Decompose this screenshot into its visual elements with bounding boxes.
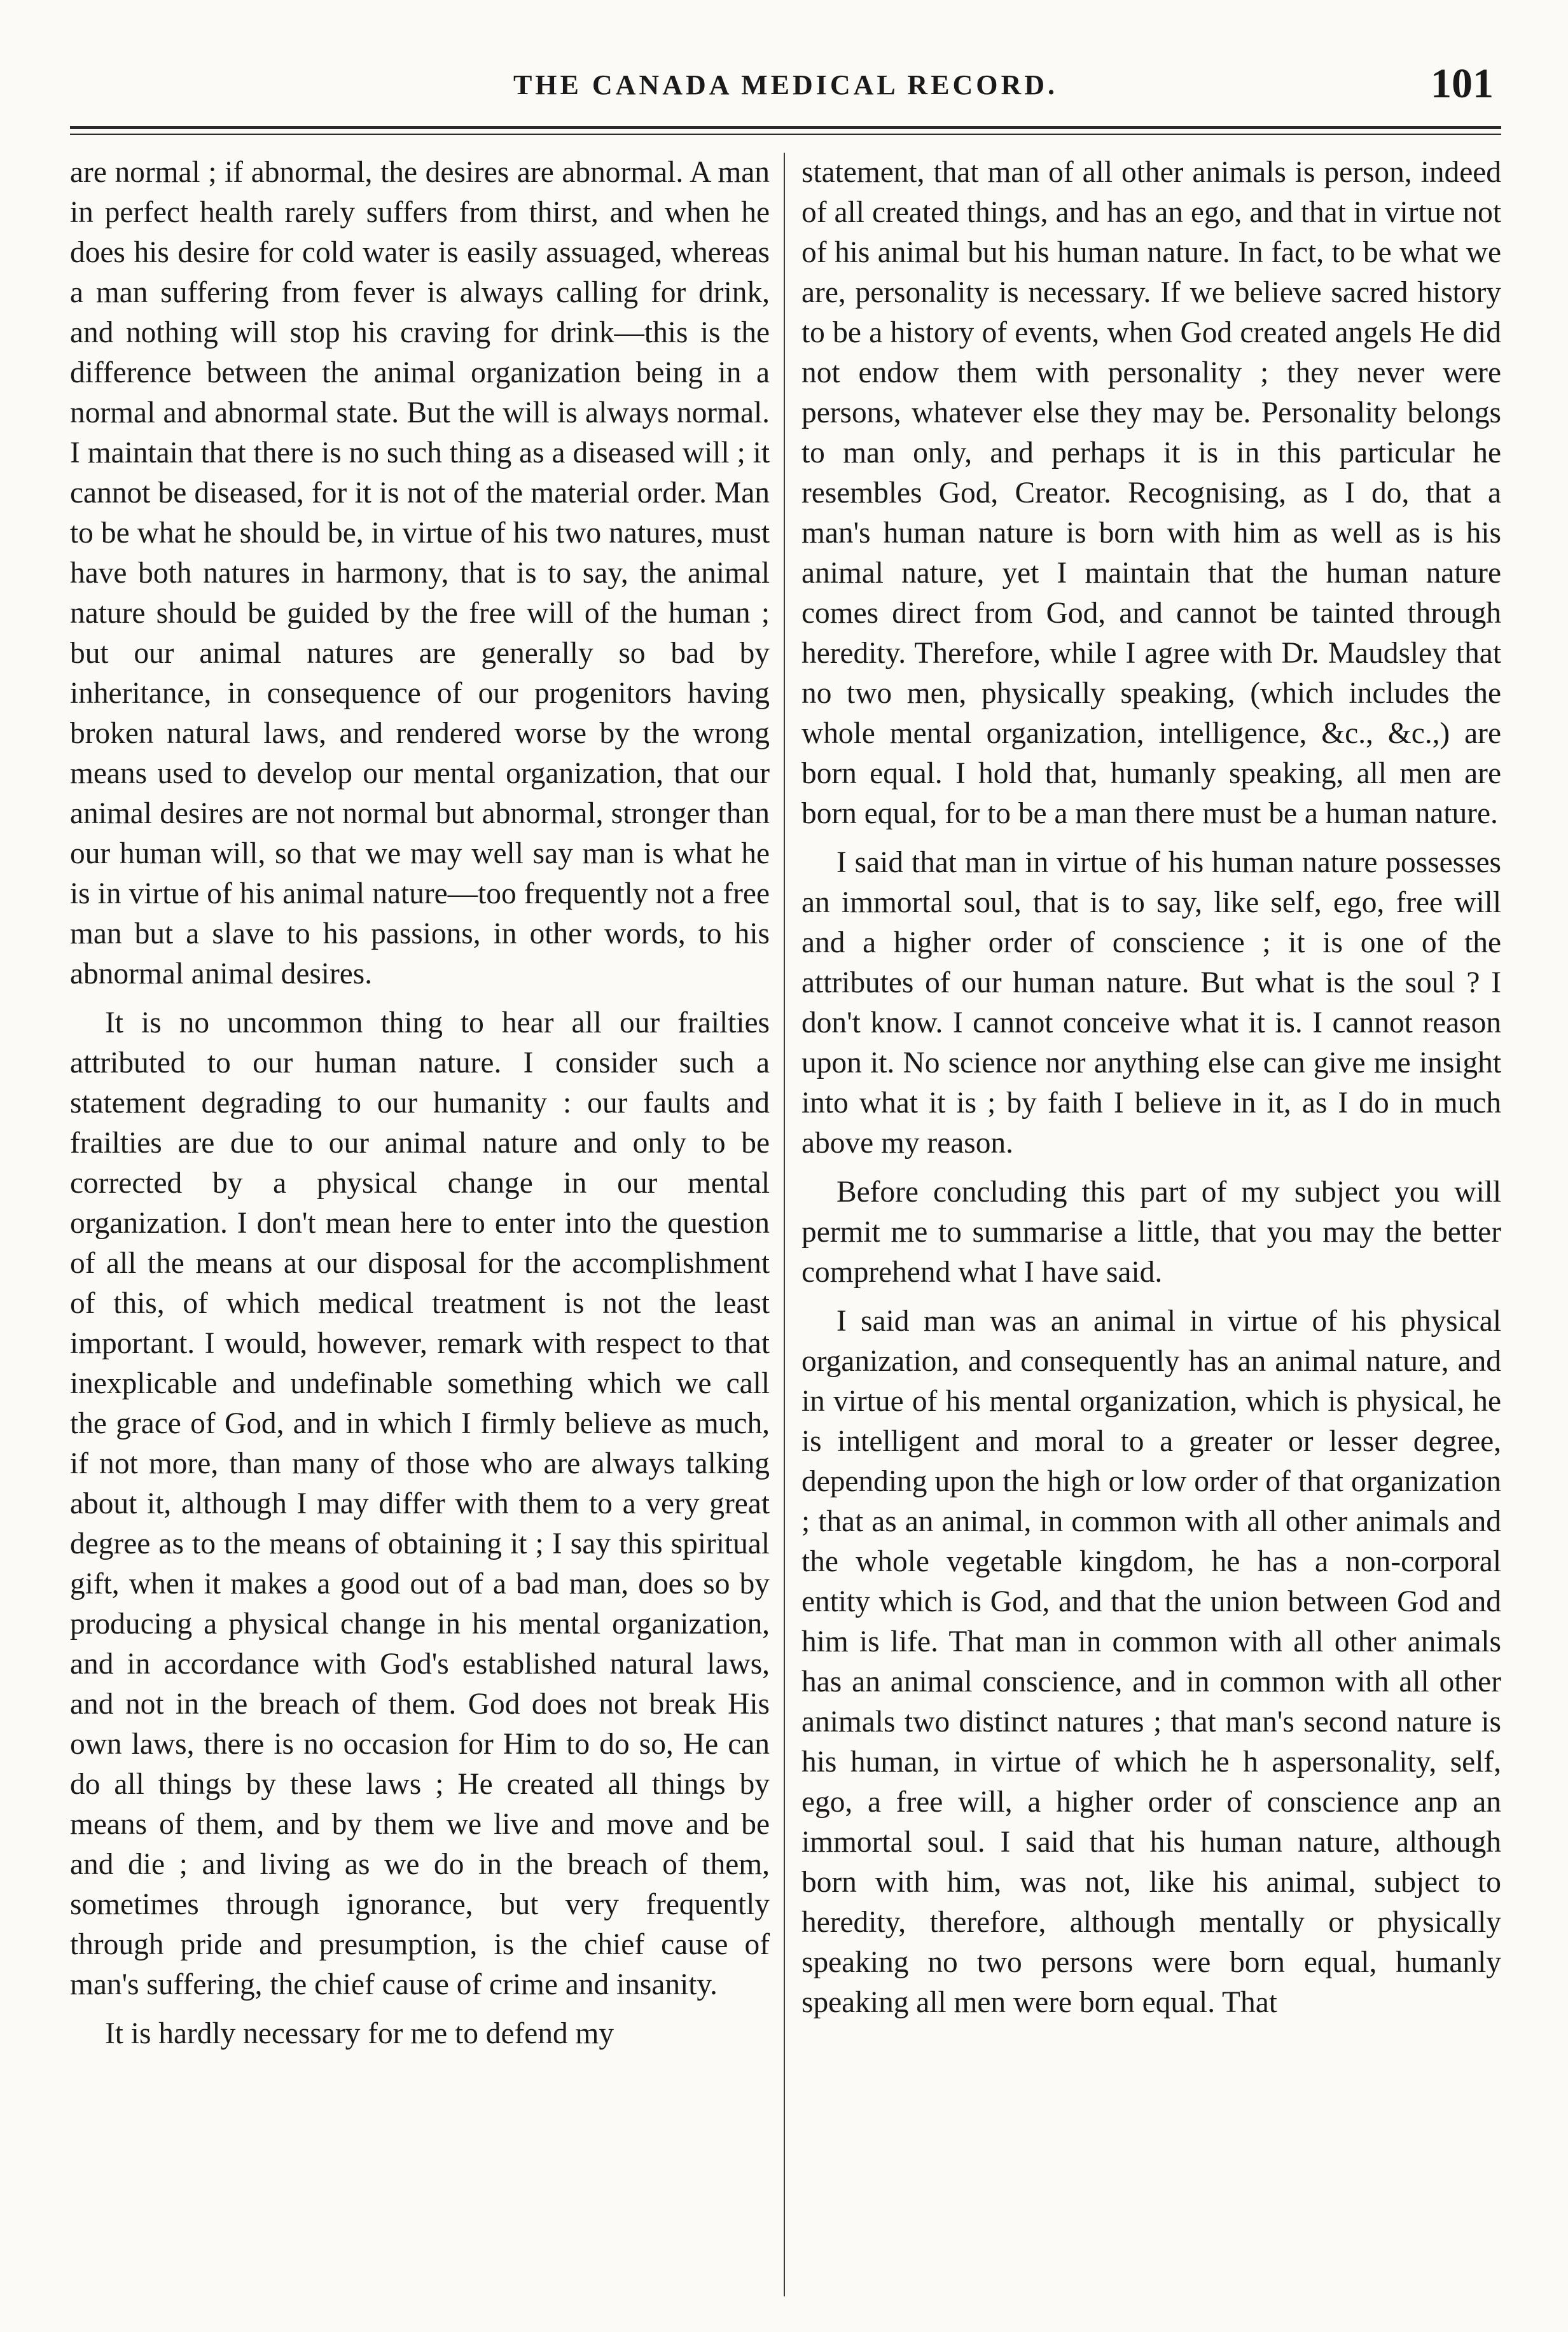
journal-title: THE CANADA MEDICAL RECORD.: [513, 69, 1058, 101]
paragraph: I said man was an animal in virtue of his physical organization, and consequently has an animal nature, and in virtue of his mental organization, which is physical, he is intelligent and moral to a greater or lesser degree, depending upon the high or low order of that organization ; that as an animal, in common with all other animals and the whole vegetable kingdom, he has a non-corporal entity which is God, and that the union between God and him is life. That man in common with all other animals has an animal conscience, and in common with all other animals two distinct natures ; that man's second nature is his human, in virtue of which he h aspersonality, self, ego, a free will, a higher order of conscience anp an immortal soul. I said that his human nature, although born with him, was not, like his animal, subject to heredity, therefore, although mentally or physically speaking no two persons were born equal, humanly speaking all men were born equal. That: [801, 1305, 1501, 2019]
paragraph: Before concluding this part of my subject you will permit me to summarise a little, that you may the better comprehend what I have said.: [801, 1176, 1501, 1289]
left-column: [70, 153, 770, 2063]
paragraph: are normal ; if abnormal, the desires are abnormal. A man in perfect health rarely suffers from thirst, and when he does his desire for cold water is easily assuaged, whereas a man suffering from fever is always calling for drink, and nothing will stop his craving for drink—this is the difference between the animal organization being in a normal and abnormal state. But the will is always normal. I maintain that there is no such thing as a diseased will ; it cannot be diseased, for it is not of the material order. Man to be what he should be, in virtue of his two natures, must have both natures in harmony, that is to say, the animal nature should be guided by the free will of the human ; but our animal natures are generally so bad by inheritance, in consequence of our progenitors having broken natural laws, and rendered worse by the wrong means used to develop our mental organization, that our animal desires are not normal but abnormal, stronger than our human will, so that we may well say man is what he is in virtue of his animal nature—too frequently not a free man but a slave to his passions, in other words, to his abnormal animal desires.: [70, 156, 770, 990]
header-rule-thick: [70, 126, 1501, 129]
right-column: [801, 153, 1501, 2032]
paragraph: It is no uncommon thing to hear all our frailties attributed to our human nature. I consider such a statement degrading to our humanity : our faults and frailties are due to our animal nature and only to be corrected by a physical change in our mental organization. I don't mean here to enter into the question of all the means at our disposal for the accomplishment of this, of which medical treatment is not the least important. I would, however, remark with respect to that inexplicable and undefinable something which we call the grace of God, and in which I firmly believe as much, if not more, than many of those who are always talking about it, although I may differ with them to a very great degree as to the means of obtaining it ; I say this spiritual gift, when it makes a good out of a bad man, does so by producing a physical change in his mental organization, and in accordance with God's established natural laws, and not in the breach of them. God does not break His own laws, there is no occasion for Him to do so, He can do all things by these laws ; He created all things by means of them, and by them we live and move and be and die ; and living as we do in the breach of them, sometimes through ignorance, but very frequently through pride and presumption, is the chief cause of man's suffering, the chief cause of crime and insanity.: [70, 1006, 770, 2001]
page-header: [70, 56, 1501, 126]
page-number: 101: [1431, 60, 1494, 107]
paragraph: statement, that man of all other animals is person, indeed of all created things, and has an ego, and that in virtue not of his animal but his human nature. In fact, to be what we are, personality is necessary. If we believe sacred history to be a history of events, when God created angels He did not endow them with personality ; they never were persons, whatever else they may be. Personality belongs to man only, and perhaps it is in this particular he resembles God, Creator. Recognising, as I do, that a man's human nature is born with him as well as is his animal nature, yet I maintain that the human nature comes direct from God, and cannot be tainted through heredity. Therefore, while I agree with Dr. Maudsley that no two men, physically speaking, (which includes the whole mental organization, intelligence, &c., &c.,) are born equal. I hold that, humanly speaking, all men are born equal, for to be a man there must be a human nature.: [801, 156, 1501, 830]
paragraph: It is hardly necessary for me to defend my: [105, 2017, 614, 2050]
paragraph: I said that man in virtue of his human nature possesses an immortal soul, that is to say, like self, ego, free will and a higher order of conscience ; it is one of the attributes of our human nature. But what is the soul ? I don't know. I cannot conceive what it is. I cannot reason upon it. No science nor anything else can give me insight into what it is ; by faith I believe in it, as I do in much above my reason.: [801, 846, 1501, 1160]
header-rule-thin: [70, 134, 1501, 135]
column-divider: [784, 153, 785, 2296]
